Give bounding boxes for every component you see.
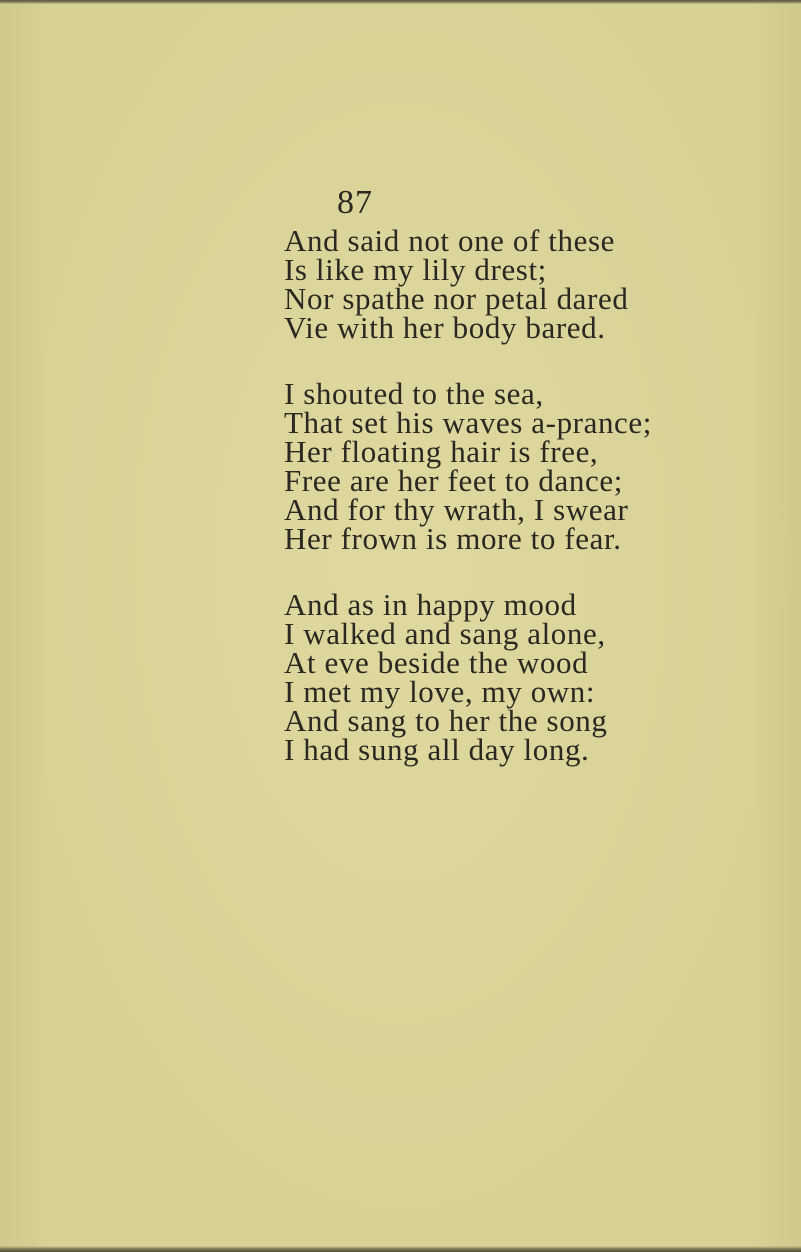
bottom-edge bbox=[0, 1246, 801, 1252]
poem-line: And as in happy mood bbox=[284, 587, 577, 622]
poem-line: Vie with her body bared. bbox=[284, 310, 606, 345]
page-number: 87 bbox=[337, 184, 373, 221]
poem-line: I shouted to the sea, bbox=[284, 376, 544, 411]
poem-line: And for thy wrath, I swear bbox=[284, 492, 629, 527]
poem-line: Is like my lily drest; bbox=[284, 252, 547, 287]
poem-line: At eve beside the wood bbox=[284, 645, 589, 680]
poem-line: I had sung all day long. bbox=[284, 732, 590, 767]
poem-line: I walked and sang alone, bbox=[284, 616, 606, 651]
poem-line: Nor spathe nor petal dared bbox=[284, 281, 629, 316]
stanza-1 bbox=[284, 223, 784, 345]
poem bbox=[284, 223, 784, 801]
stanza-3 bbox=[284, 587, 784, 767]
poem-line: Her frown is more to fear. bbox=[284, 521, 622, 556]
poem-line: I met my love, my own: bbox=[284, 674, 596, 709]
top-edge bbox=[0, 0, 801, 4]
poem-line: Free are her feet to dance; bbox=[284, 463, 623, 498]
poem-line: Her floating hair is free, bbox=[284, 434, 599, 469]
poem-line: That set his waves a-prance; bbox=[284, 405, 652, 440]
poem-line: And said not one of these bbox=[284, 223, 615, 258]
stanza-2 bbox=[284, 376, 784, 556]
poem-line: And sang to her the song bbox=[284, 703, 608, 738]
